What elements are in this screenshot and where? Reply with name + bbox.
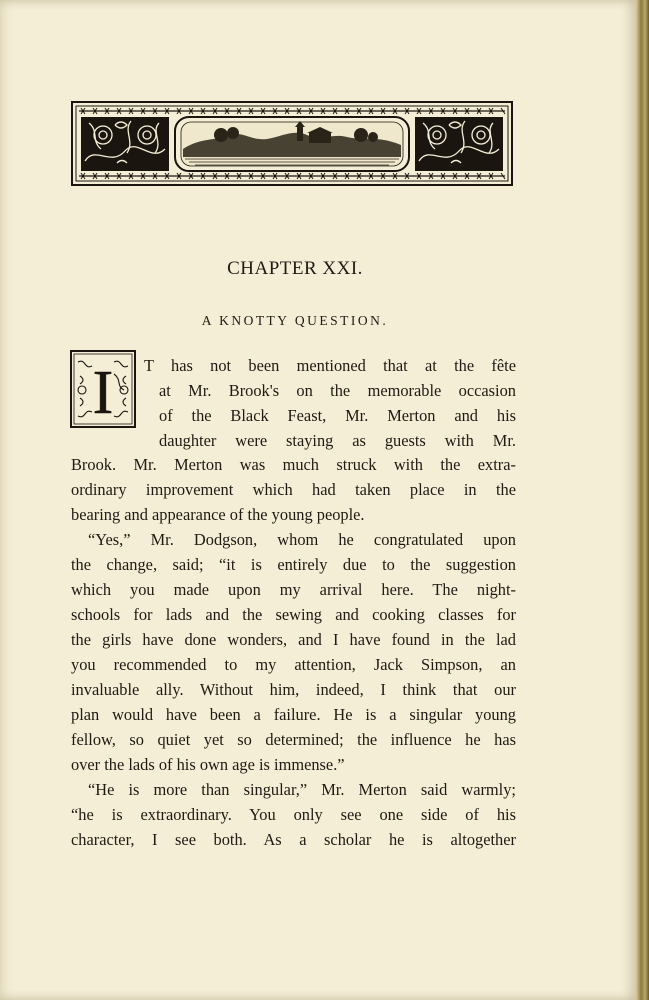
chapter-subtitle: A KNOTTY QUESTION. [201, 313, 389, 328]
ornamental-headpiece [71, 101, 513, 186]
text-line: the girls have done wonders, and I have found in the lad [71, 630, 516, 649]
text-line: daughter were staying as guests with Mr. [159, 431, 516, 450]
text-line: Brook. Mr. Merton was much struck with the extra- [71, 455, 516, 474]
text-line: of the Black Feast, Mr. Merton and his [159, 406, 516, 425]
drop-cap-letter: I [92, 359, 114, 427]
text-line: “He is more than singular,” Mr. Merton said warmly; [88, 780, 516, 799]
text-line: plan would have been a failure. He is a singular young [71, 705, 516, 724]
text-line: “he is extraordinary. You only see one side of his [71, 805, 516, 824]
text-line: the change, said; “it is entirely due to the suggestion [71, 555, 516, 574]
text-line: bearing and appearance of the young people. [71, 505, 365, 524]
text-line: schools for lads and the sewing and cooking classes for [71, 605, 516, 624]
text-line: over the lads of his own age is immense.” [71, 755, 345, 774]
text-line: T has not been mentioned that at the fête [144, 356, 516, 375]
text-line: fellow, so quiet yet so determined; the influence he has [71, 730, 516, 749]
drop-cap [70, 350, 136, 428]
page-edge [636, 0, 649, 1000]
text-line: “Yes,” Mr. Dodgson, whom he congratulated upon [88, 530, 516, 549]
text-line: invaluable ally. Without him, indeed, I think that our [71, 680, 516, 699]
text-line: which you made upon my arrival here. The night- [71, 580, 516, 599]
text-line: character, I see both. As a scholar he is altogether [71, 830, 516, 849]
text-line: you recommended to my attention, Jack Simpson, an [71, 655, 516, 674]
chapter-title: CHAPTER XXI. [227, 258, 363, 279]
text-line: ordinary improvement which had taken place in the [71, 480, 516, 499]
text-line: at Mr. Brook's on the memorable occasion [159, 381, 516, 400]
